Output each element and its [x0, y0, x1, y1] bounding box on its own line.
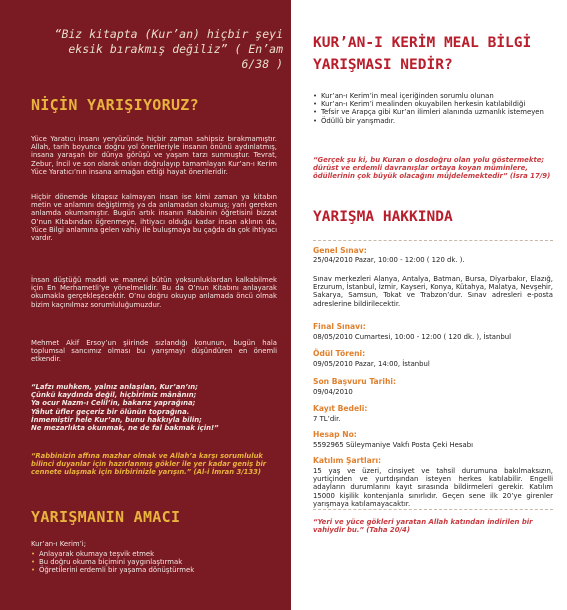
final-exam-value: 08/05/2010 Cumartesi, 10:00 - 12:00 ( 120 dk. ), İstanbul [313, 333, 512, 341]
deadline-label: Son Başvuru Tarihi: [313, 377, 397, 386]
account-value: 5592965 Süleymaniye Vakfı Posta Çeki Hesabı [313, 441, 473, 449]
final-exam-label: Final Sınavı: [313, 322, 366, 331]
general-exam-value: 25/04/2010 Pazar, 10:00 - 12:00 ( 120 dk. ). [313, 256, 465, 264]
fee-label: Kayıt Bedeli: [313, 404, 368, 413]
list-item: • Bu doğru okuma biçimini yaygınlaştırmak [31, 558, 277, 566]
main-heading-line: YARIŞMASI NEDİR? [313, 57, 453, 73]
why-paragraph-2: Hiçbir dönemde kitapsız kalmayan insan ise kimi zaman ya kitabın metin ve anlamını değiştirmiş ya da anlamadan okumuş; yani gereken anlamda okumamıştır. Bugün artık insanın Rabbinin öğretisini bizzat O’nun Kitabından öğrenmeye, ihtiyacı olduğu kadar insan aklının da, Yüce Bilgi anlamına gelen vahiy ile buluşmaya bu çağda da çok ihtiyacı vardır. [31, 193, 277, 243]
divider [313, 509, 553, 511]
top-quote: “Biz kitapta (Kur’an) hiçbir şeyi eksik bırakmış değiliz” ( En’am 6/38 ) [54, 27, 283, 71]
poem-line: Çünkü kaydında değil, hiçbirimiz mânânın; [31, 391, 197, 400]
main-heading [313, 32, 531, 76]
what-list [313, 92, 548, 125]
main-heading-line: KUR’AN-I KERİM MEAL BİLGİ [313, 35, 532, 51]
list-item: • Kur’an-ı Kerim’in meal içeriğinden sorumlu olunan [313, 92, 548, 100]
account-label: Hesap No: [313, 430, 357, 439]
list-item: • Öğretilerini erdemli bir yaşama dönüştürmek [31, 566, 277, 574]
why-heading: NİÇİN YARIŞIYORUZ? [31, 96, 199, 114]
about-heading: YARIŞMA HAKKINDA [313, 209, 453, 225]
purpose-list [31, 550, 277, 575]
divider [313, 240, 553, 242]
purpose-intro: Kur’an-ı Kerim’i; [31, 540, 87, 548]
award-value: 09/05/2010 Pazar, 14:00, İstanbul [313, 360, 430, 368]
list-item: • Tefsir ve Arapça gibi Kur’an ilimleri alanında uzmanlık istemeyen [313, 108, 548, 116]
exam-centers-text: Sınav merkezleri Alanya, Antalya, Batman, Bursa, Diyarbakır, Elazığ, Erzurum, İstanbul, İzmir, Kayseri, Konya, Kütahya, Malatya, Nevşehir, Sakarya, Samsun, Tokat ve Trabzon’dur. Sınav adresleri e-posta adreslerine bildirilecektir. [313, 275, 553, 308]
poem-line: Yâhut üfler geçeriz bir ölünün toprağına. [31, 407, 190, 416]
poem-line: Ya ocur Nazm-ı Celil’in, bakarız yaprağına; [31, 399, 196, 408]
list-item: • Ödüllü bir yarışmadır. [313, 117, 548, 125]
why-paragraph-4: Mehmet Akif Ersoy’un şiirinde sızlandığı konunun, bugün hala toplumsal sancımız olması bu yarışmayı düşündüren en önemli etkendir. [31, 339, 277, 364]
taha-quote: “Yeri ve yüce gökleri yaratan Allah katından indirilen bir vahiydir bu.” (Taha 20/4) [313, 518, 533, 535]
isra-quote: “Gerçek şu ki, bu Kuran o dosdoğru olan yolu göstermekte; dürüst ve erdemli davranışlar ortaya koyan müminlere, ödüllerinin çok büyük olacağını müjdelemektedir” (İsra 17/9) [313, 156, 551, 181]
why-paragraph-3: İnsan düştüğü maddi ve manevi bütün yoksunluklardan kalkabilmek için En Merhametli’ye yönelmelidir. Bu da O’nun Kitabını anlayarak okumakla gerçekleşecektir. O’nu doğru okuyup anlamada öncü olmak bizim kaçınılmaz sorumluluğumuzdur. [31, 276, 277, 309]
poem-line: İnmemiştir hele Kur’an, bunu hakkıyla bilin; [31, 415, 202, 424]
fee-value: 7 TL’dir. [313, 415, 341, 423]
deadline-value: 09/04/2010 [313, 388, 353, 396]
general-exam-label: Genel Sınav: [313, 246, 367, 255]
imran-quote: “Rabbinizin affına mazhar olmak ve Allah’a karşı sorumluluk bilinci duyanlar için hazırlanmış gökler ile yer kadar geniş bir cennete ulaşmak için birbirinizle yarışın.” (Al-i İmran 3/133) [31, 452, 267, 477]
akif-poem [31, 383, 277, 432]
conditions-value: 15 yaş ve üzeri, cinsiyet ve tahsil durumuna bakılmaksızın, yurtiçinden ve yurtdışından isteyen herkes katılabilir. Engelli adayların durumlarını kayıt sırasında bildirmeleri gerekir. Katılım 15000 kişilik kontenjanla sınırlıdır. Geçen sene ilk 20’ye girenler yarışmaya katılamayacaktır. [313, 467, 553, 508]
why-paragraph-1: Yüce Yaratıcı insanı yeryüzünde hiçbir zaman sahipsiz bırakmamıştır. Allah, tarih boyunca doğru yol önerileriyle insanın önünü aydınlatmış, insana yaraşan bir dünya görüşü ve yaşam tarzı sunmuştur. Tevrat, Zebur, İncil ve son olarak onları doğrulayıp tamamlayan Kur’an-ı Kerim Yüce Yaratıcı’nın insana armağan ettiği hayat önerileridir. [31, 135, 277, 176]
right-panel [291, 0, 567, 610]
list-item: • Anlayarak okumaya teşvik etmek [31, 550, 277, 558]
conditions-label: Katılım Şartları: [313, 456, 382, 465]
poem-line: “Lafzı muhkem, yalnız anlaşılan, Kur’an’ın; [31, 383, 198, 391]
award-label: Ödül Töreni: [313, 349, 366, 358]
list-item: • Kur’an-ı Kerim’i mealinden okuyabilen herkesin katılabildiği [313, 100, 548, 108]
poem-line: Ne mezarlıkta okunmak, ne de fal bakmak için!” [31, 424, 219, 433]
purpose-heading: YARIŞMANIN AMACI [31, 508, 181, 526]
